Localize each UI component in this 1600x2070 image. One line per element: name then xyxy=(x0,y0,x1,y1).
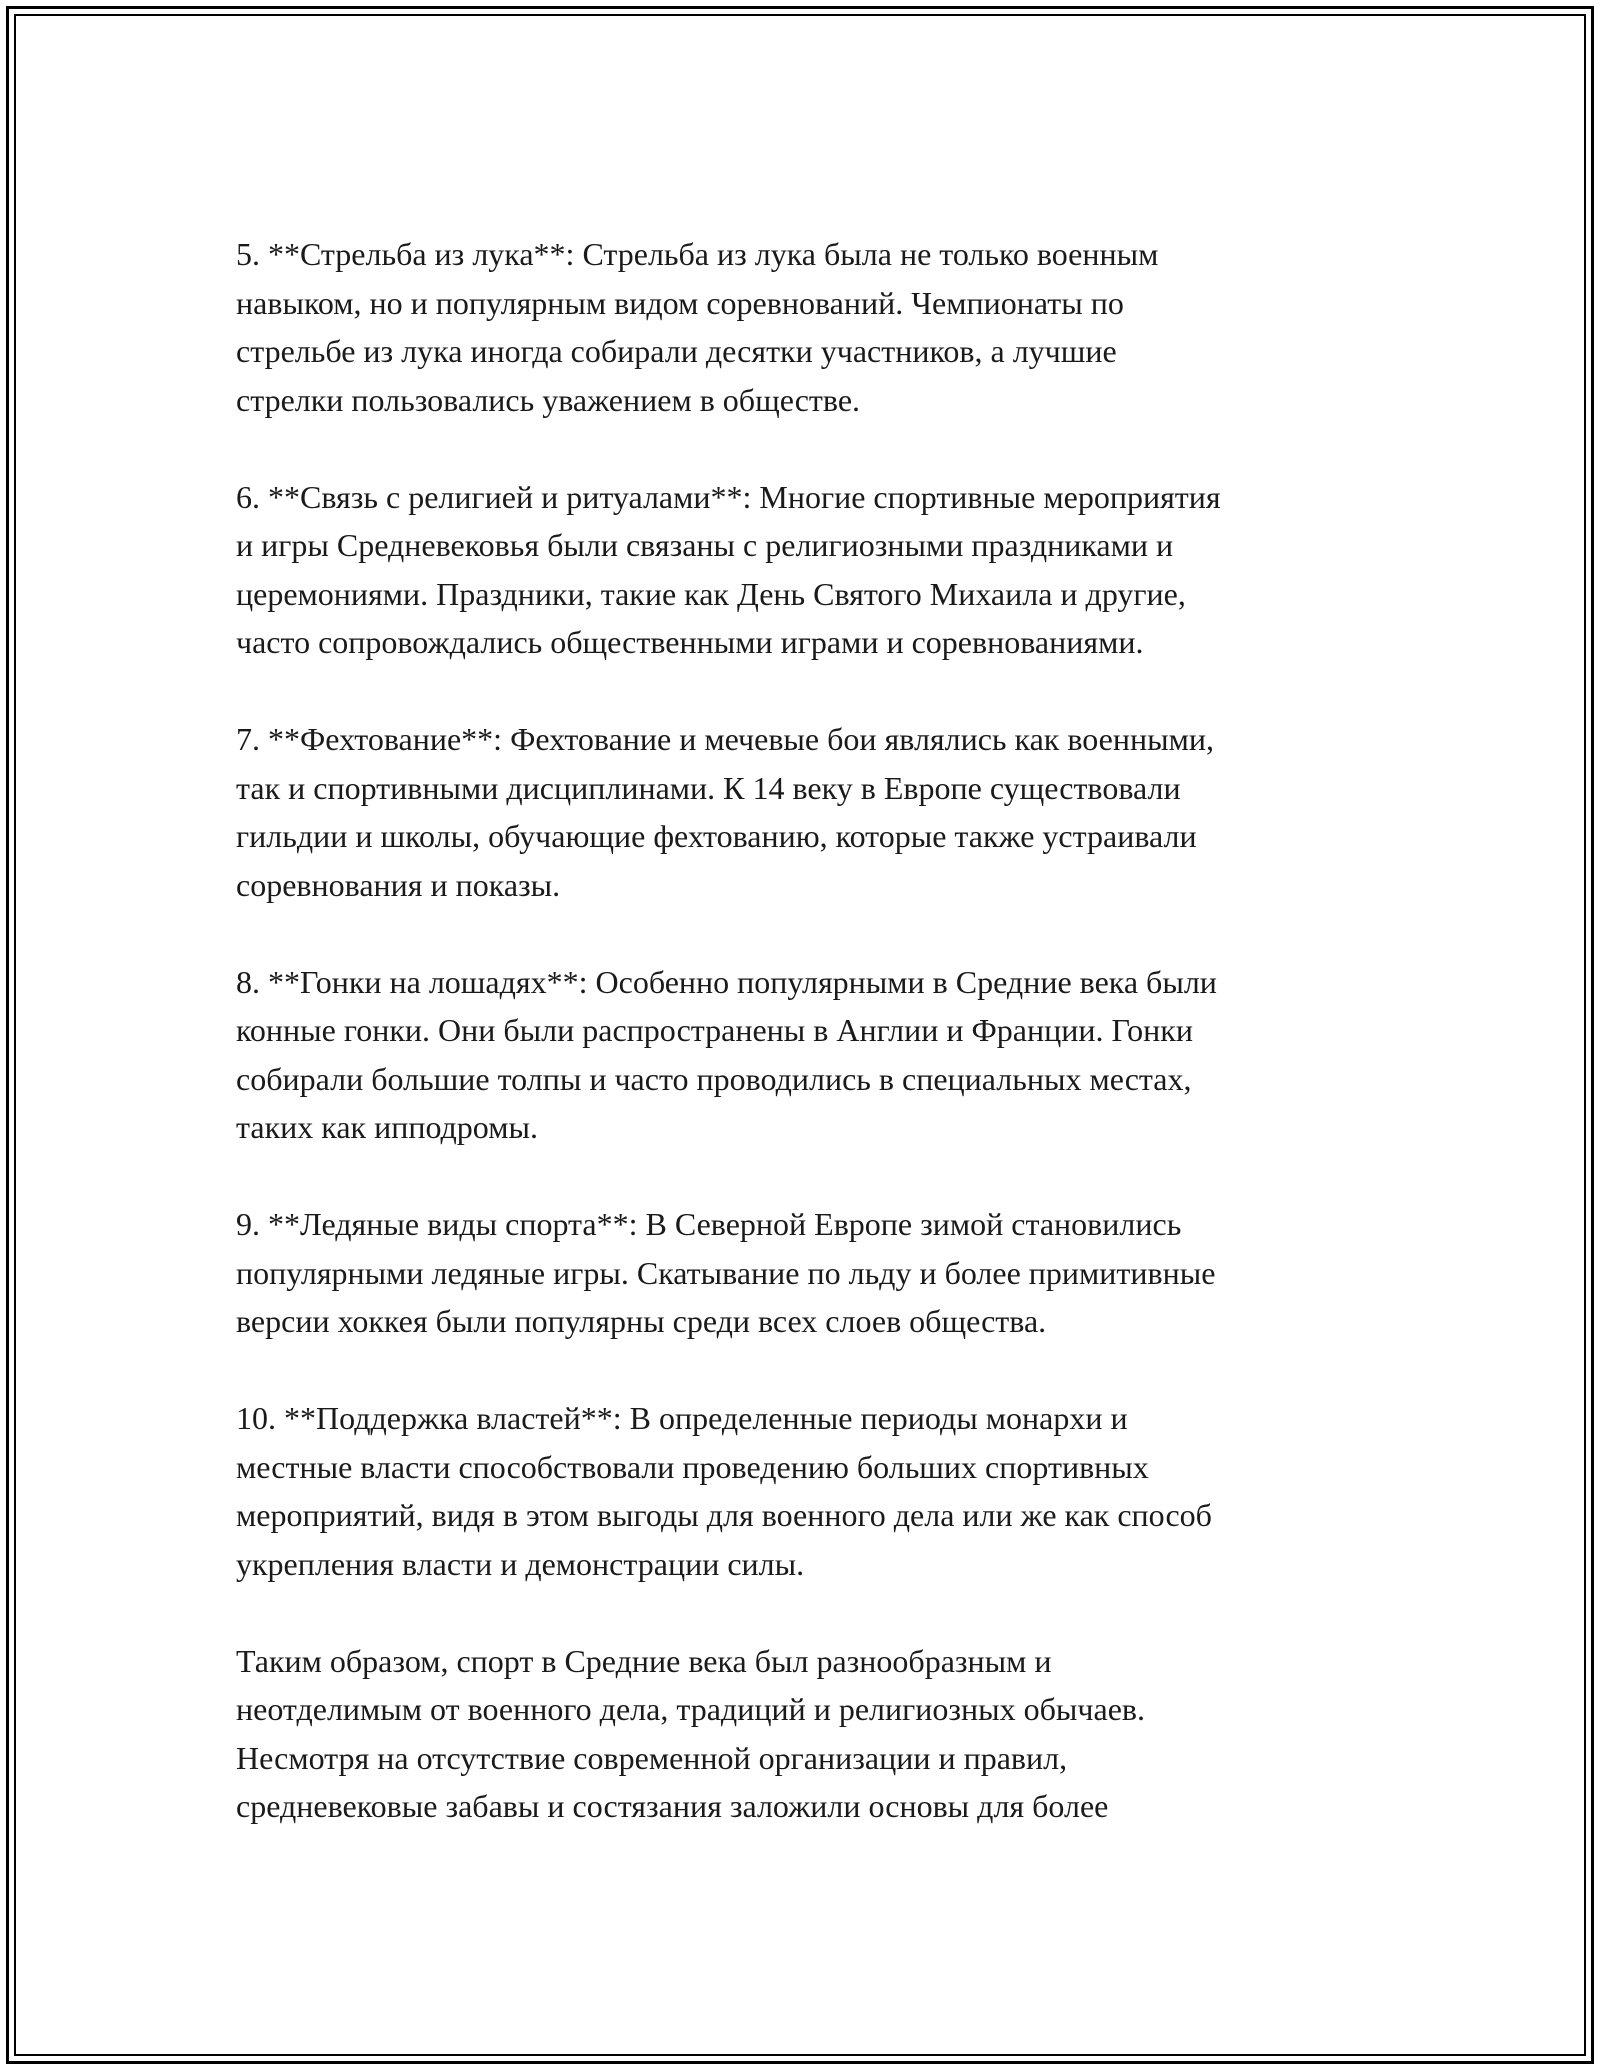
text-line: популярными ледяные игры. Скатывание по льду и более примитивные xyxy=(236,1254,1216,1291)
text-line: часто сопровождались общественными играми и соревнованиями. xyxy=(236,624,1144,660)
paragraph-conclusion xyxy=(236,1637,1386,1831)
paragraph-authority-support xyxy=(236,1394,1386,1588)
text-line: 6. **Связь с религией и ритуалами**: Многие спортивные мероприятия xyxy=(236,478,1221,515)
text-line: местные власти способствовали проведению больших спортивных xyxy=(236,1448,1149,1485)
text-line: Несмотря на отсутствие современной организации и правил, xyxy=(236,1739,1068,1776)
document-body xyxy=(236,230,1386,1879)
text-line: 9. **Ледяные виды спорта**: В Северной Европе зимой становились xyxy=(236,1206,1182,1242)
text-line: стрельбе из лука иногда собирали десятки участников, а лучшие xyxy=(236,333,1117,369)
text-line: стрелки пользовались уважением в обществе. xyxy=(236,381,861,418)
text-line: так и спортивными дисциплинами. К 14 веку в Европе существовали xyxy=(236,769,1181,806)
text-line: конные гонки. Они были распространены в Англии и Франции. Гонки xyxy=(236,1012,1193,1048)
text-line: таких как ипподромы. xyxy=(236,1109,538,1145)
paragraph-horse-racing xyxy=(236,958,1386,1152)
text-line: гильдии и школы, обучающие фехтованию, которые также устраивали xyxy=(236,818,1197,854)
paragraph-archery xyxy=(236,230,1386,424)
text-line: соревнования и показы. xyxy=(236,866,561,903)
text-line: церемониями. Праздники, такие как День Святого Михаила и другие, xyxy=(236,575,1186,612)
text-line: собирали большие толпы и часто проводились в специальных местах, xyxy=(236,1060,1192,1097)
text-line: 7. **Фехтование**: Фехтование и мечевые бои являлись как военными, xyxy=(236,721,1214,757)
text-line: версии хоккея были популярны среди всех слоев общества. xyxy=(236,1303,1047,1339)
text-line: и игры Средневековья были связаны с религиозными праздниками и xyxy=(236,527,1174,563)
text-line: Таким образом, спорт в Средние века был разнообразным и xyxy=(236,1642,1052,1679)
text-line: 10. **Поддержка властей**: В определенные периоды монархи и xyxy=(236,1400,1128,1436)
paragraph-ice-sports xyxy=(236,1200,1386,1346)
text-line: 8. **Гонки на лошадях**: Особенно популярными в Средние века были xyxy=(236,963,1217,1000)
paragraph-fencing xyxy=(236,715,1386,909)
text-line: неотделимым от военного дела, традиций и религиозных обычаев. xyxy=(236,1691,1146,1727)
text-line: 5. **Стрельба из лука**: Стрельба из лука была не только военным xyxy=(236,236,1159,272)
paragraph-religion xyxy=(236,473,1386,667)
text-line: мероприятий, видя в этом выгоды для военного дела или же как способ xyxy=(236,1497,1212,1533)
text-line: навыком, но и популярным видом соревнований. Чемпионаты по xyxy=(236,284,1124,321)
text-line: средневековые забавы и состязания заложили основы для более xyxy=(236,1788,1109,1824)
text-line: укрепления власти и демонстрации силы. xyxy=(236,1545,805,1582)
